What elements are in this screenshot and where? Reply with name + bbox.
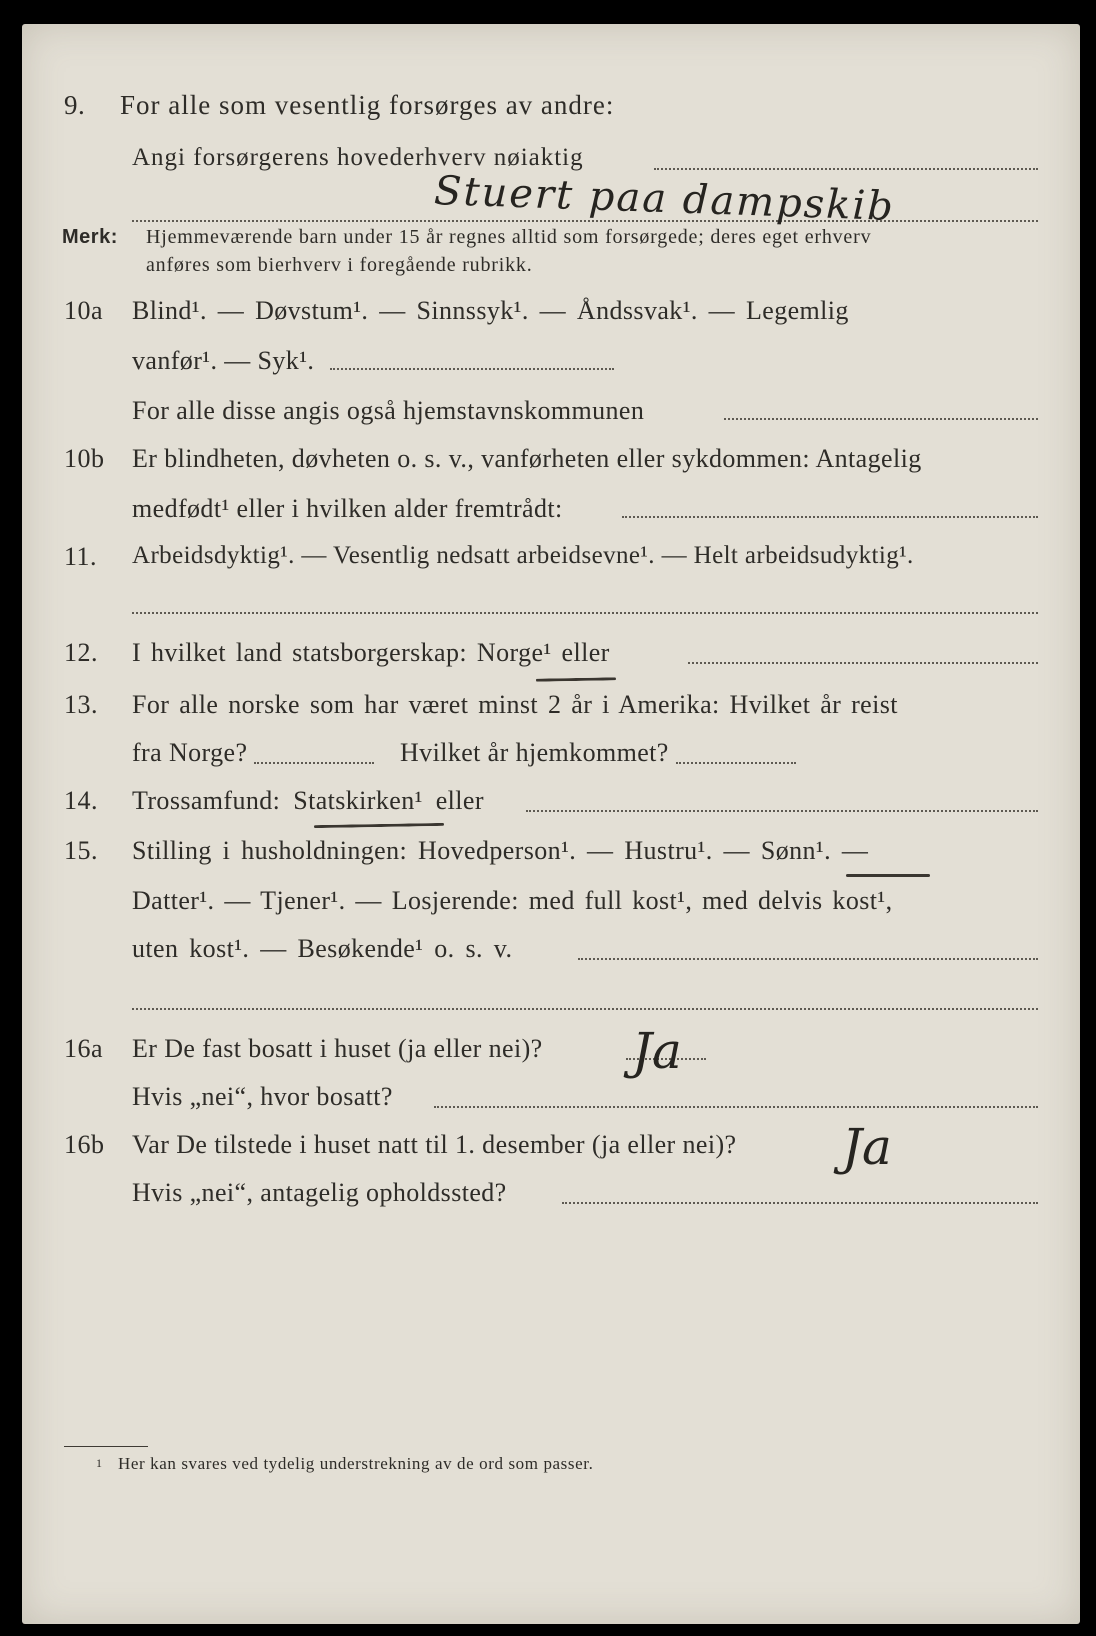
q15-row-3 <box>22 934 1080 978</box>
q14-number: 14. <box>64 786 98 815</box>
q11-dotted-line <box>132 612 1038 614</box>
q15-line-2: Datter¹. — Tjener¹. — Losjerende: med full kost¹, med delvis kost¹, <box>132 886 893 915</box>
q10a-line-3: For alle disse angis også hjemstavnskommunen <box>132 396 645 425</box>
q10a-number: 10a <box>64 296 104 325</box>
q10a-dotted-line-2 <box>724 418 1038 420</box>
q13-dotted-line-1 <box>254 762 374 764</box>
q16b-row-1 <box>22 1130 1080 1174</box>
q9-title: For alle som vesentlig forsørges av andre: <box>120 90 615 120</box>
q15-row-2 <box>22 886 1080 930</box>
q13-line-2a: fra Norge? <box>132 738 248 767</box>
q9-number: 9. <box>64 90 86 120</box>
q16b-number: 16b <box>64 1130 105 1159</box>
q11-row-1 <box>22 542 1080 586</box>
q12-number: 12. <box>64 638 98 667</box>
q13-line-1: For alle norske som har været minst 2 år i Amerika: Hvilket år reist <box>132 690 898 719</box>
q9-title-row <box>22 90 1080 134</box>
q16a-handwritten-answer: Ja <box>632 1022 682 1080</box>
footnote-mark: 1 <box>96 1456 103 1470</box>
q10b-line-2: medfødt¹ eller i hvilken alder fremtrådt: <box>132 494 563 523</box>
q14-row-1 <box>22 786 1080 830</box>
q12-line-1: I hvilket land statsborgerskap: Norge¹ eller <box>132 638 610 667</box>
q14-line-1: Trossamfund: Statskirken¹ eller <box>132 786 484 815</box>
q10a-line-1: Blind¹. — Døvstum¹. — Sinnssyk¹. — Åndssvak¹. — Legemlig <box>132 296 849 325</box>
q16b-line-1: Var De tilstede i huset natt til 1. desember (ja eller nei)? <box>132 1130 737 1159</box>
q9-line: Angi forsørgerens hovederhverv nøiaktig <box>132 144 584 171</box>
q9-dotted-line-2 <box>132 220 1038 222</box>
q10b-number: 10b <box>64 444 105 473</box>
q13-row-2 <box>22 738 1080 782</box>
q16a-row-2 <box>22 1082 1080 1126</box>
q10b-dotted-line <box>622 516 1038 518</box>
q15-dotted-line-2 <box>132 1008 1038 1010</box>
q16a-line-1: Er De fast bosatt i huset (ja eller nei)? <box>132 1034 543 1063</box>
q13-dotted-line-2 <box>676 762 796 764</box>
merk-row-2 <box>22 254 1080 298</box>
q15-line-1: Stilling i husholdningen: Hovedperson¹. — Hustru¹. — Sønn¹. — <box>132 836 869 865</box>
merk-line-2: anføres som bierhverv i foregående rubrikk. <box>146 254 533 276</box>
q16b-dotted-line <box>562 1202 1038 1204</box>
q15-number: 15. <box>64 836 98 865</box>
census-form-page <box>22 24 1080 1624</box>
footnote-rule <box>64 1446 148 1447</box>
q11-number: 11. <box>64 542 98 571</box>
q15-dotted-line-1 <box>578 958 1038 960</box>
q10a-row-1 <box>22 296 1080 340</box>
q11-line-1: Arbeidsdyktig¹. — Vesentlig nedsatt arbeidsevne¹. — Helt arbeidsudyktig¹. <box>132 542 914 569</box>
q16b-line-2: Hvis „nei“, antagelig opholdssted? <box>132 1178 507 1207</box>
merk-label: Merk: <box>62 226 118 248</box>
q16a-number: 16a <box>64 1034 104 1063</box>
q9-handwritten-answer: Stuert paa dampskib <box>433 167 896 231</box>
q15-line-3: uten kost¹. — Besøkende¹ o. s. v. <box>132 934 513 963</box>
q12-dotted-line <box>688 662 1038 664</box>
q13-line-2b: Hvilket år hjemkommet? <box>400 738 669 767</box>
q13-number: 13. <box>64 690 98 719</box>
q16a-row-1 <box>22 1034 1080 1078</box>
q16a-dotted-line-2 <box>434 1106 1038 1108</box>
q16a-line-2: Hvis „nei“, hvor bosatt? <box>132 1082 393 1111</box>
merk-line-1: Hjemmeværende barn under 15 år regnes alltid som forsørgede; deres eget erhverv <box>146 226 872 248</box>
q15-sonn-underline <box>846 874 930 877</box>
q14-dotted-line <box>526 810 1038 812</box>
q10b-row-1 <box>22 444 1080 488</box>
q12-row-1 <box>22 638 1080 682</box>
q9-dotted-line-1 <box>654 168 1038 170</box>
footnote-text: Her kan svares ved tydelig understrekning av de ord som passer. <box>118 1454 594 1473</box>
q10b-line-1: Er blindheten, døvheten o. s. v., vanførheten eller sykdommen: Antagelig <box>132 444 922 473</box>
q16b-handwritten-answer: Ja <box>842 1118 892 1176</box>
q10a-line-2: vanfør¹. — Syk¹. <box>132 346 315 375</box>
q10a-dotted-line-1 <box>330 368 614 370</box>
q16b-row-2 <box>22 1178 1080 1222</box>
q13-row-1 <box>22 690 1080 734</box>
